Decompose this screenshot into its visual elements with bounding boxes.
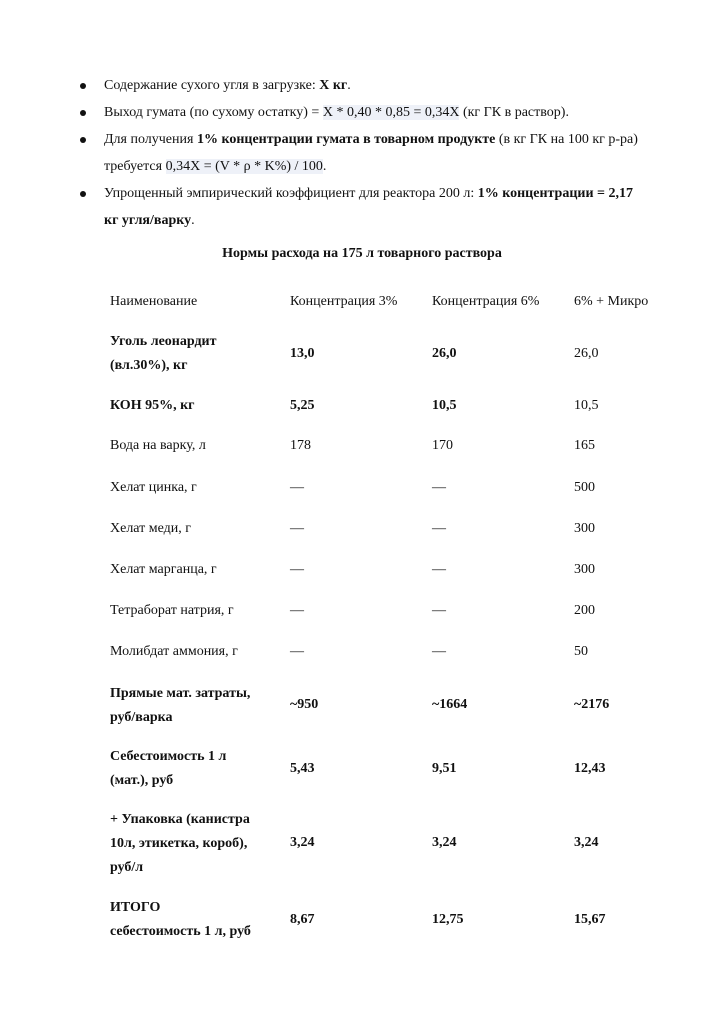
row-name-line: Хелат меди, г (110, 521, 192, 536)
header-name: Наименование (110, 294, 198, 309)
bullet-text: (в кг ГК на 100 кг р-ра) (495, 132, 638, 147)
bullet-dot-icon (80, 191, 86, 197)
row-value: 5,43 (290, 761, 315, 776)
row-value: 26,0 (574, 346, 599, 361)
bullet-text: . (191, 213, 195, 228)
row-name-line: Хелат марганца, г (110, 562, 217, 577)
row-value: 165 (574, 438, 595, 453)
row-value: — (290, 521, 304, 536)
bullet-text: Выход гумата (по сухому остатку) = (104, 105, 323, 120)
bullet-bold: кг угля/варку (104, 213, 192, 228)
header-col-3: Концентрация 3% (290, 294, 398, 309)
header-col-micro: 6% + Микро (574, 294, 649, 309)
row-name-line: Молибдат аммония, г (110, 644, 238, 659)
row-value: 50 (574, 644, 588, 659)
row-value: ~1664 (432, 697, 468, 712)
bullet-text: (кг ГК в раствор). (459, 105, 569, 120)
row-name (110, 599, 280, 623)
row-name (110, 808, 280, 880)
row-name-line: руб/л (110, 860, 144, 875)
row-value: ~950 (290, 697, 319, 712)
row-value: — (432, 644, 446, 659)
row-value: 5,25 (290, 398, 315, 413)
row-value: 170 (432, 438, 453, 453)
bullet-dot-icon (80, 110, 86, 116)
row-value: — (290, 603, 304, 618)
row-value: — (290, 644, 304, 659)
row-name (110, 517, 280, 541)
row-value: 13,0 (290, 346, 315, 361)
header-col-6: Концентрация 6% (432, 294, 540, 309)
row-value: 178 (290, 438, 311, 453)
row-name-line: себестоимость 1 л, руб (110, 924, 251, 939)
row-name (110, 682, 280, 730)
row-name-line: + Упаковка (канистра (110, 812, 250, 827)
row-value: — (432, 521, 446, 536)
row-name-line: Вода на варку, л (110, 438, 206, 453)
bullet-bold: X кг (319, 78, 348, 93)
row-name (110, 745, 280, 793)
formula: 0,34X = (V * ρ * K%) / 100 (165, 159, 323, 174)
bullet-dot-icon (80, 137, 86, 143)
row-value: — (290, 562, 304, 577)
bullet-text: . (347, 78, 351, 93)
row-name-line: Себестоимость 1 л (110, 749, 227, 764)
row-name (110, 394, 280, 418)
row-value: 500 (574, 480, 595, 495)
row-value: 300 (574, 562, 595, 577)
bullet-text: . (322, 159, 327, 174)
row-name (110, 558, 280, 582)
table-title: Нормы расхода на 175 л товарного раствора (222, 246, 502, 261)
row-value: 9,51 (432, 761, 457, 776)
row-value: 15,67 (574, 912, 606, 927)
bullet-text: Для получения (104, 132, 197, 147)
row-value: — (432, 562, 446, 577)
row-name-line: Хелат цинка, г (110, 480, 197, 495)
formula: X * 0,40 * 0,85 = 0,34X (322, 105, 460, 120)
row-value: 3,24 (432, 835, 457, 850)
row-name-line: Прямые мат. затраты, (110, 686, 251, 701)
bullet-item (80, 99, 680, 126)
row-value: 26,0 (432, 346, 457, 361)
bullet-bold: 1% концентрации = 2,17 (477, 186, 634, 201)
row-name-line: 10л, этикетка, короб), (110, 836, 248, 851)
row-value: 3,24 (574, 835, 599, 850)
row-name-line: (мат.), руб (110, 773, 174, 788)
bullet-item (80, 180, 680, 234)
row-name (110, 330, 280, 378)
bullet-text: Содержание сухого угля в загрузке: (104, 78, 320, 93)
row-value: 8,67 (290, 912, 315, 927)
row-name-line: КОН 95%, кг (110, 398, 195, 413)
row-value: — (432, 603, 446, 618)
row-value: — (290, 480, 304, 495)
row-name-line: руб/варка (110, 710, 173, 725)
row-value: 3,24 (290, 835, 315, 850)
row-name-line: Тетраборат натрия, г (110, 603, 234, 618)
bullet-list (80, 72, 680, 234)
bullet-text: Упрощенный эмпирический коэффициент для реактора 200 л: (104, 186, 478, 201)
row-value: ~2176 (574, 697, 610, 712)
bullet-bold: 1% концентрации гумата в товарном продукте (196, 132, 496, 147)
row-value: — (432, 480, 446, 495)
row-name (110, 476, 280, 500)
row-name (110, 896, 280, 944)
bullet-item (80, 126, 680, 180)
row-value: 12,43 (574, 761, 606, 776)
bullet-text: требуется (104, 159, 166, 174)
row-value: 200 (574, 603, 595, 618)
row-value: 300 (574, 521, 595, 536)
row-name-line: ИТОГО (110, 900, 161, 915)
bullet-item (80, 72, 680, 99)
row-name (110, 640, 280, 664)
row-name (110, 434, 280, 458)
row-value: 10,5 (574, 398, 599, 413)
row-name-line: (вл.30%), кг (110, 358, 188, 373)
bullet-dot-icon (80, 83, 86, 89)
row-value: 10,5 (432, 398, 457, 413)
row-name-line: Уголь леонардит (110, 334, 217, 349)
row-value: 12,75 (432, 912, 464, 927)
